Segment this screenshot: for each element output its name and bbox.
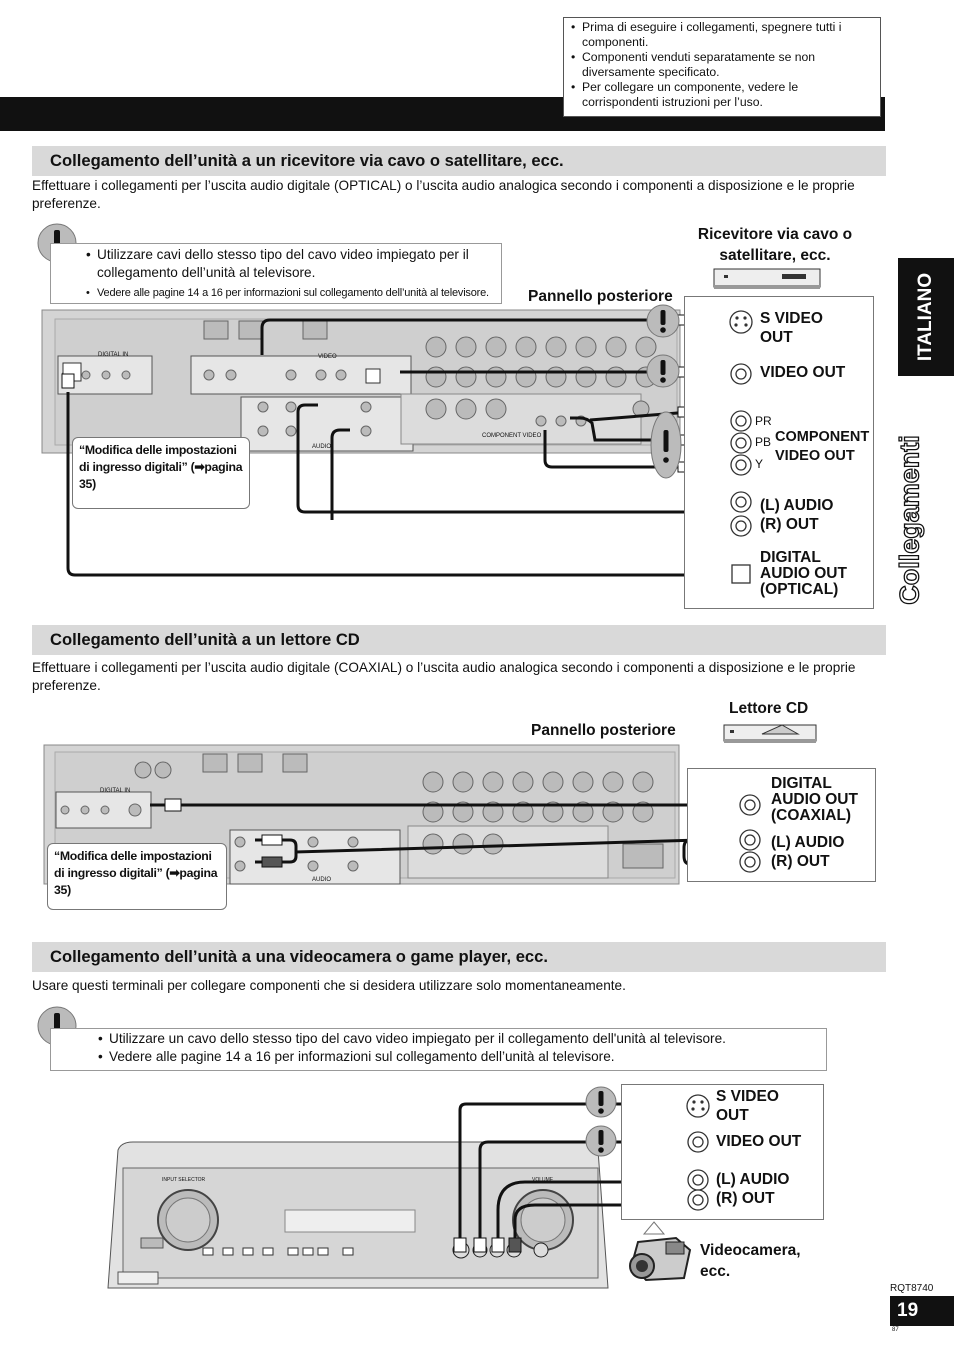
panel1-component-label: COMPONENT VIDEO <box>482 433 542 439</box>
video-out-label: VIDEO OUT <box>760 364 846 381</box>
component-out-label: COMPONENT VIDEO OUT <box>775 429 870 464</box>
note-item: • Per collegare un componente, vedere le corrispondenti istruzioni per l’uso. <box>582 80 876 110</box>
warning-item: • Vedere alle pagine 14 a 16 per informazioni sul collegamento dell’unità al televisore. <box>109 1048 820 1066</box>
cd-player-icon <box>722 720 820 746</box>
section2-callout: “Modifica delle impostazioni di ingresso digitali” (➡pagina 35) <box>47 843 227 910</box>
camcorder-label: Videocamera, ecc. <box>700 1242 801 1280</box>
camcorder-icon <box>624 1220 696 1292</box>
section2-intro: Effettuare i collegamenti per l’uscita audio digitale (COAXIAL) o l’uscita audio analogica secondo i componenti a disposizione e le proprie preferenze. <box>32 660 856 693</box>
warning-item: • Utilizzare cavi dello stesso tipo del cavo video impiegato per il collegamento dell’unità al televisore. <box>97 246 495 282</box>
notes-box <box>563 17 881 117</box>
digital-optical-label: DIGITAL AUDIO OUT (OPTICAL) <box>760 549 847 598</box>
y-label: Y <box>755 457 764 471</box>
cam-audio-l-label: (L) AUDIO <box>716 1171 790 1188</box>
section1-panel-label: Pannello posteriore <box>528 288 673 305</box>
cd-audio-l-label: (L) AUDIO <box>771 834 845 851</box>
section3-title: Collegamento dell’unità a una videocamera o game player, ecc. <box>32 942 886 972</box>
section1-device-label: Ricevitore via cavo o satellitare, ecc. <box>697 226 853 264</box>
section1-jacks <box>727 306 755 606</box>
volume-label: VOLUME <box>532 1177 554 1183</box>
section3-warning-box <box>50 1028 827 1071</box>
cam-audio-r-label: (R) OUT <box>716 1190 775 1207</box>
warning-icon <box>584 1085 618 1119</box>
section3-jacks <box>684 1090 712 1215</box>
pr-label: PR <box>755 414 772 428</box>
page-number: 19 <box>890 1296 954 1326</box>
satellite-receiver-icon <box>712 266 824 292</box>
doc-code: RQT8740 <box>890 1283 934 1294</box>
panel1-video-label: VIDEO <box>318 354 337 360</box>
warning-icon <box>649 410 683 480</box>
warning-icon <box>584 1124 618 1158</box>
note-item: • Componenti venduti separatamente se non diversamente specificato. <box>582 50 876 80</box>
audio-r-label: (R) OUT <box>760 516 819 533</box>
section1-intro: Effettuare i collegamenti per l’uscita audio digitale (OPTICAL) o l’uscita audio analogica secondo i componenti a disposizione e le proprie preferenze. <box>32 178 855 211</box>
section1-warning-box <box>50 243 502 304</box>
section2-title: Collegamento dell’unità a un lettore CD <box>32 625 886 655</box>
panel1-audio-label: AUDIO <box>312 444 332 450</box>
section2-device-label: Lettore CD <box>729 700 809 717</box>
section1-title: Collegamento dell’unità a un ricevitore via cavo o satellitare, ecc. <box>32 146 886 176</box>
section1-callout: “Modifica delle impostazioni di ingresso digitali” (➡pagina 35) <box>72 437 250 509</box>
section-tab-label: Collegamenti <box>894 435 925 605</box>
warning-icon <box>645 353 681 389</box>
pb-label: PB <box>755 435 772 449</box>
svideo-out-label: S VIDEO OUT <box>760 310 823 346</box>
note-item: • Prima di eseguire i collegamenti, spegnere tutti i componenti. <box>582 20 876 50</box>
audio-l-label: (L) AUDIO <box>760 497 834 514</box>
cam-svideo-label: S VIDEO OUT <box>716 1088 779 1124</box>
panel1-digital-in-label: DIGITAL IN <box>98 352 129 358</box>
panel2-audio-label: AUDIO <box>312 877 332 883</box>
warning-icon <box>645 303 681 339</box>
warning-item: • Vedere alle pagine 14 a 16 per informazioni sul collegamento dell’unità al televisore. <box>97 284 495 302</box>
footer-small: 87 <box>892 1327 899 1333</box>
cd-audio-r-label: (R) OUT <box>771 853 830 870</box>
digital-coaxial-label: DIGITAL AUDIO OUT (COAXIAL) <box>771 775 858 824</box>
input-selector-label: INPUT SELECTOR <box>162 1177 206 1183</box>
section3-intro: Usare questi terminali per collegare componenti che si desidera utilizzare solo momentaneamente. <box>32 978 626 993</box>
section2-jacks <box>737 790 763 875</box>
panel2-digital-in-label: DIGITAL IN <box>100 788 131 794</box>
section2-panel-label: Pannello posteriore <box>531 722 676 739</box>
language-tab-label: ITALIANO <box>915 272 936 362</box>
warning-item: • Utilizzare un cavo dello stesso tipo del cavo video impiegato per il collegamento dell'unità al televisore. <box>109 1030 820 1048</box>
cam-video-label: VIDEO OUT <box>716 1133 802 1150</box>
